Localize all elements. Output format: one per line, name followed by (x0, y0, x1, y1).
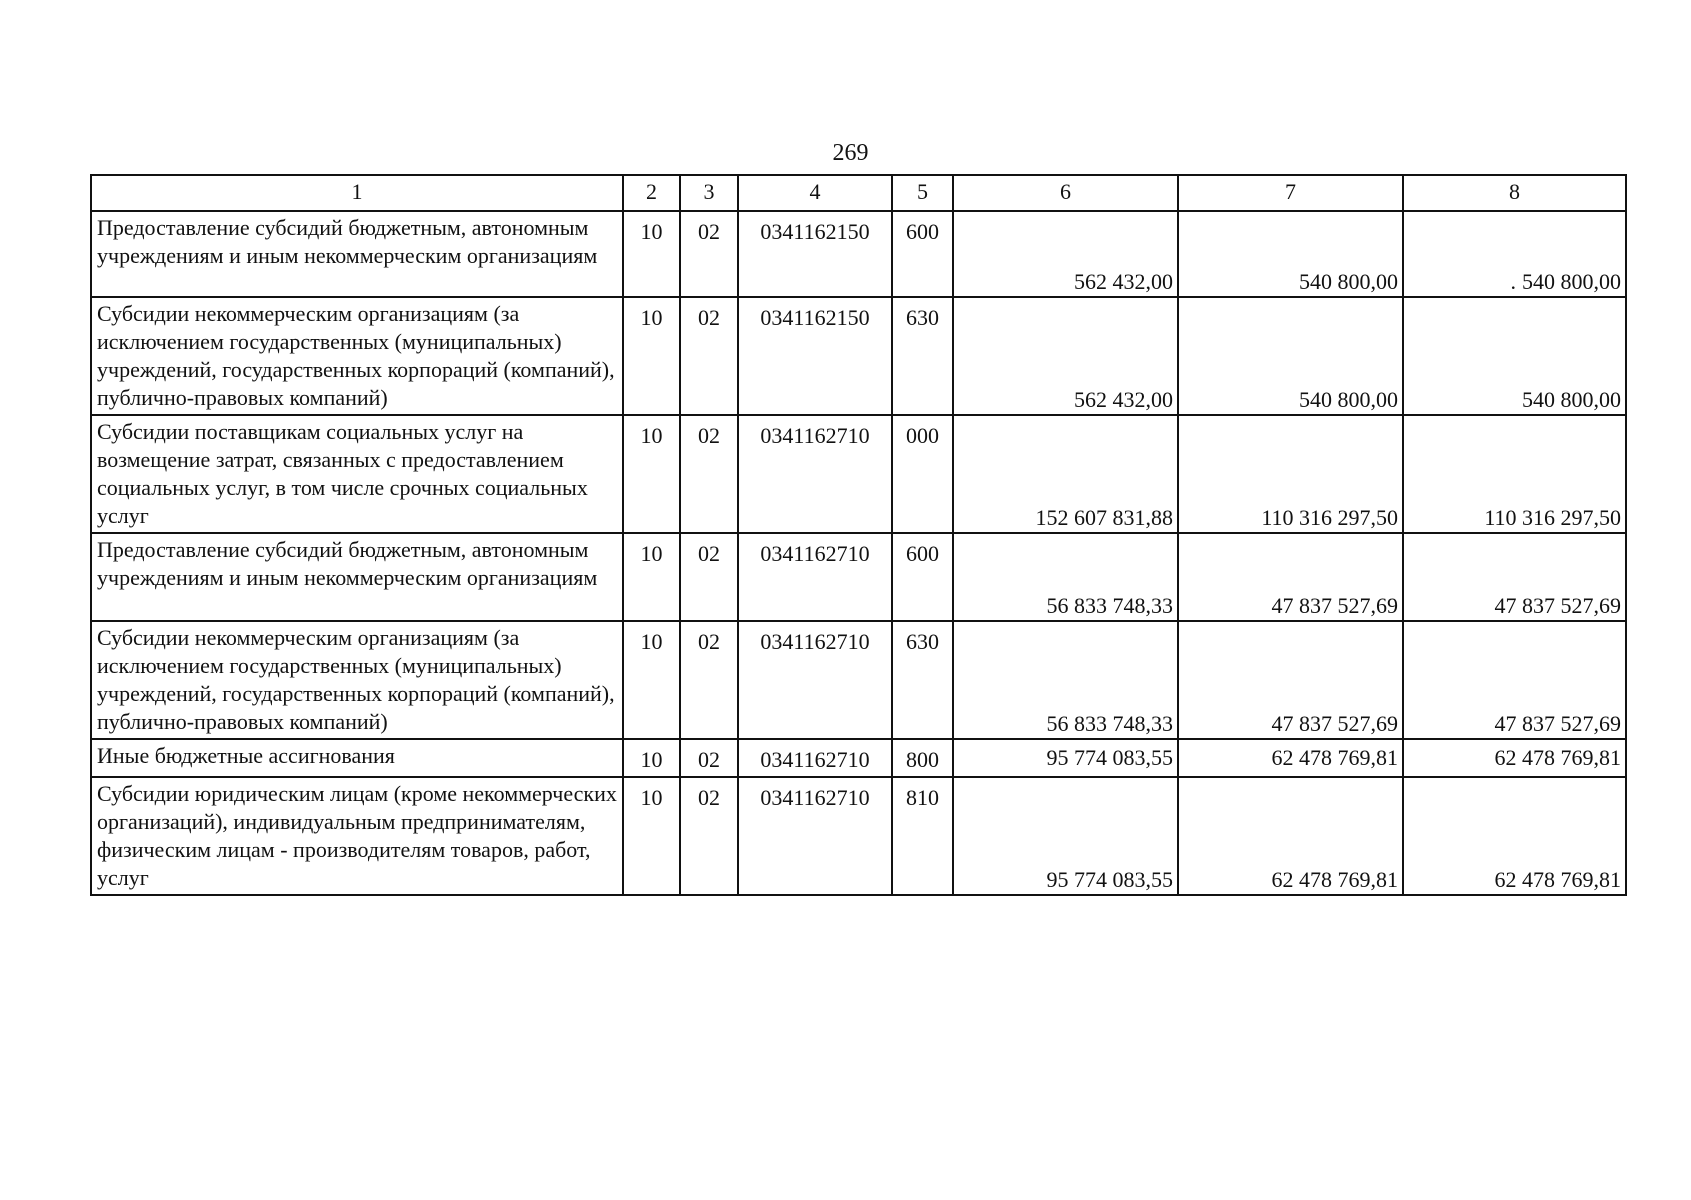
subsection-code: 02 (680, 621, 738, 739)
target-article-code: 0341162710 (738, 621, 892, 739)
table-row (91, 211, 1626, 297)
expense-type-code: 600 (892, 533, 953, 621)
table-row (91, 777, 1626, 895)
section-code: 10 (623, 297, 680, 415)
expense-type-code: 000 (892, 415, 953, 533)
row-name: Субсидии некоммерческим организациям (за исключением государственных (муниципальных) учреждений, государственных корпораций (компаний), публично-правовых компаний) (91, 621, 623, 739)
expense-type-code: 630 (892, 621, 953, 739)
amount-col-8: 110 316 297,50 (1403, 415, 1626, 533)
column-header-5: 5 (892, 175, 953, 211)
table-row (91, 621, 1626, 739)
column-header-2: 2 (623, 175, 680, 211)
stray-dot-mark: . (1510, 269, 1516, 294)
amount-col-8: 47 837 527,69 (1403, 533, 1626, 621)
amount-col-7: 540 800,00 (1178, 297, 1403, 415)
subsection-code: 02 (680, 533, 738, 621)
header-row (91, 175, 1626, 211)
amount-col-8: 62 478 769,81 (1403, 777, 1626, 895)
amount-col-7: 62 478 769,81 (1178, 739, 1403, 777)
table-row (91, 415, 1626, 533)
amount-col-6: 56 833 748,33 (953, 621, 1178, 739)
amount-col-7: 62 478 769,81 (1178, 777, 1403, 895)
target-article-code: 0341162710 (738, 533, 892, 621)
subsection-code: 02 (680, 739, 738, 777)
row-name: Предоставление субсидий бюджетным, автономным учреждениям и иным некоммерческим организациям (91, 533, 623, 621)
target-article-code: 0341162710 (738, 739, 892, 777)
expense-type-code: 810 (892, 777, 953, 895)
column-header-4: 4 (738, 175, 892, 211)
amount-col-6: 562 432,00 (953, 297, 1178, 415)
column-header-3: 3 (680, 175, 738, 211)
subsection-code: 02 (680, 415, 738, 533)
row-name: Субсидии некоммерческим организациям (за исключением государственных (муниципальных) учреждений, государственных корпораций (компаний), публично-правовых компаний) (91, 297, 623, 415)
amount-col-6: 152 607 831,88 (953, 415, 1178, 533)
amount-col-8 (1403, 211, 1626, 297)
table-row (91, 533, 1626, 621)
expense-type-code: 630 (892, 297, 953, 415)
amount-col-6: 562 432,00 (953, 211, 1178, 297)
amount-col-6: 95 774 083,55 (953, 739, 1178, 777)
target-article-code: 0341162150 (738, 297, 892, 415)
column-header-7: 7 (1178, 175, 1403, 211)
amount-col-6: 56 833 748,33 (953, 533, 1178, 621)
column-header-1: 1 (91, 175, 623, 211)
section-code: 10 (623, 621, 680, 739)
column-header-8: 8 (1403, 175, 1626, 211)
expense-type-code: 800 (892, 739, 953, 777)
amount-col-8: 540 800,00 (1403, 297, 1626, 415)
row-name: Субсидии юридическим лицам (кроме некоммерческих организаций), индивидуальным предпринимателям, физическим лицам - производителям товаров, работ, услуг (91, 777, 623, 895)
amount-col-7: 47 837 527,69 (1178, 533, 1403, 621)
row-name: Предоставление субсидий бюджетным, автономным учреждениям и иным некоммерческим организациям (91, 211, 623, 297)
subsection-code: 02 (680, 297, 738, 415)
table-row (91, 739, 1626, 777)
amount-col-8-value: 540 800,00 (1522, 269, 1621, 294)
section-code: 10 (623, 739, 680, 777)
page-number: 269 (832, 140, 869, 166)
row-name: Субсидии поставщикам социальных услуг на возмещение затрат, связанных с предоставлением социальных услуг, в том числе срочных социальных услуг (91, 415, 623, 533)
amount-col-6: 95 774 083,55 (953, 777, 1178, 895)
target-article-code: 0341162150 (738, 211, 892, 297)
column-header-6: 6 (953, 175, 1178, 211)
section-code: 10 (623, 533, 680, 621)
section-code: 10 (623, 415, 680, 533)
section-code: 10 (623, 777, 680, 895)
row-name: Иные бюджетные ассигнования (91, 739, 623, 777)
amount-col-7: 110 316 297,50 (1178, 415, 1403, 533)
amount-col-7: 540 800,00 (1178, 211, 1403, 297)
section-code: 10 (623, 211, 680, 297)
expense-type-code: 600 (892, 211, 953, 297)
table-row (91, 297, 1626, 415)
target-article-code: 0341162710 (738, 415, 892, 533)
amount-col-8: 62 478 769,81 (1403, 739, 1626, 777)
target-article-code: 0341162710 (738, 777, 892, 895)
subsection-code: 02 (680, 211, 738, 297)
amount-col-8: 47 837 527,69 (1403, 621, 1626, 739)
budget-table (90, 174, 1627, 896)
amount-col-7: 47 837 527,69 (1178, 621, 1403, 739)
subsection-code: 02 (680, 777, 738, 895)
